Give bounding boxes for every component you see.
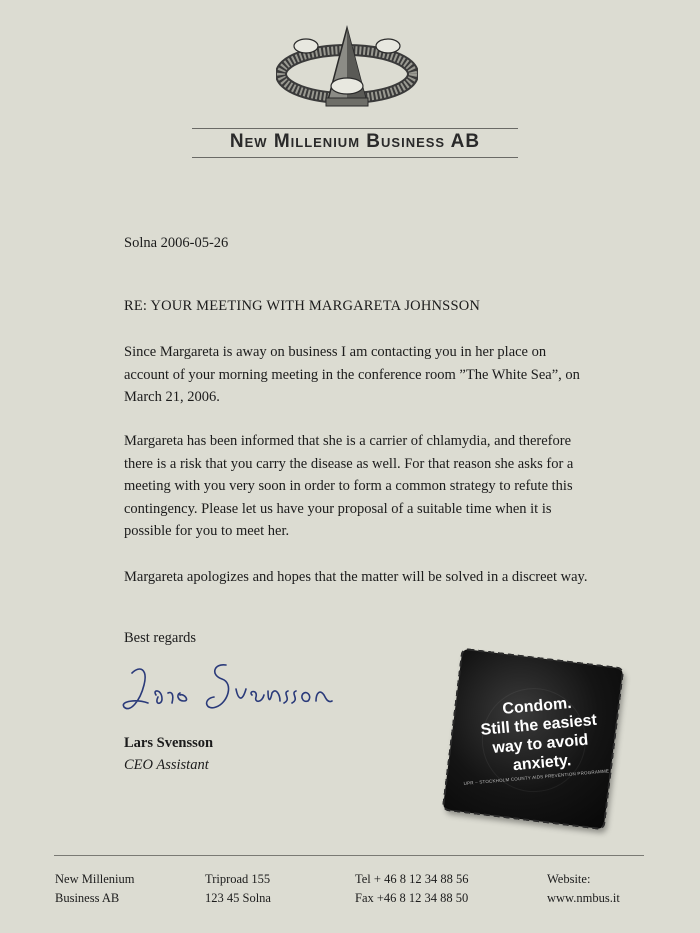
footer-tel: Tel + 46 8 12 34 88 56 <box>355 872 469 886</box>
condom-slogan-line: anxiety. <box>512 752 572 775</box>
footer-address <box>205 870 271 908</box>
letter-paragraph: Since Margareta is away on business I am contacting you in her place on account of your morning meeting in the conference room ”The White Sea”, on March 21, 2006. <box>124 344 580 405</box>
footer-company <box>55 870 135 908</box>
footer-address-line: Triproad 155 <box>205 872 271 886</box>
letter-date: Solna 2006-05-26 <box>124 235 229 251</box>
signer-title: CEO Assistant <box>124 757 209 773</box>
company-name: New Millenium Business AB <box>229 131 481 152</box>
condom-slogan <box>462 690 618 779</box>
signer-name: Lars Svensson <box>124 735 214 751</box>
footer-company-line: New Millenium <box>55 872 135 886</box>
letter-paragraph: Margareta apologizes and hopes that the matter will be solved in a discreet way. <box>124 569 588 585</box>
letter-subject: RE: YOUR MEETING WITH MARGARETA JOHNSSON <box>124 298 481 314</box>
condom-fine-print: UPR – STOCKHOLM COUNTY AIDS PREVENTION PROGRAMME <box>463 768 610 787</box>
footer-rule <box>54 855 644 856</box>
footer-website-label: Website: <box>547 872 591 886</box>
header-rule-bottom <box>192 157 518 158</box>
condom-slogan-line: Condom. <box>501 694 573 718</box>
letter-closing: Best regards <box>124 630 197 646</box>
condom-package <box>443 649 624 830</box>
footer-company-line: Business AB <box>55 891 120 905</box>
condom-slogan-line: way to avoid <box>491 731 589 757</box>
footer-phone <box>355 870 468 908</box>
company-logo <box>276 24 418 114</box>
condom-slogan-line: Still the easiest <box>479 711 598 739</box>
footer-address-line: 123 45 Solna <box>205 891 271 905</box>
footer-website <box>547 870 620 908</box>
handwritten-signature <box>118 655 338 725</box>
letter-paragraph: Margareta has been informed that she is a carrier of chlamydia, and therefore there is a risk that you carry the disease as well. For that reason she asks for a meeting with you very soon in order to form a common strategy to refute this contingency. Please let us have your proposal of a suitable time when it is possible for you to meet her. <box>124 433 574 539</box>
footer-fax: Fax +46 8 12 34 88 50 <box>355 891 469 905</box>
header-rule-top <box>192 128 518 129</box>
footer-website-link[interactable]: www.nmbus.it <box>547 891 620 905</box>
